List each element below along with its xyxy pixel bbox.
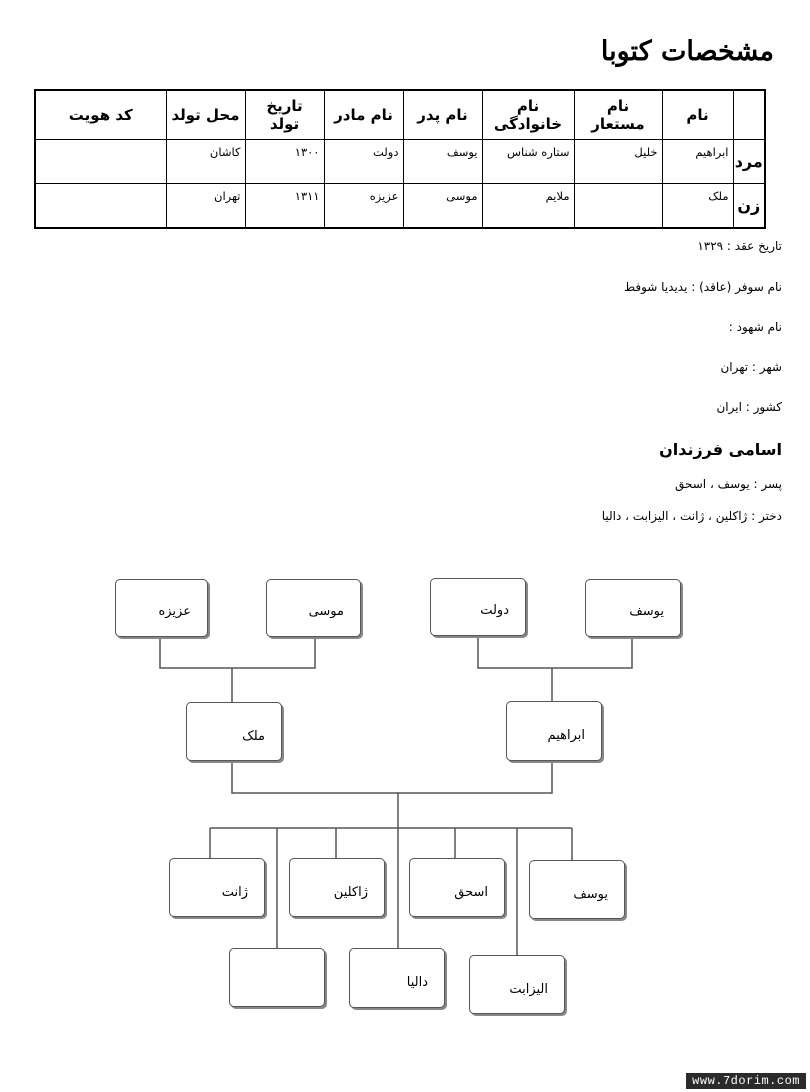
node-label: اسحق xyxy=(454,885,488,900)
table-cell: عزیزه xyxy=(324,184,403,229)
node-label: ژانت xyxy=(221,885,248,900)
city: شهر : تهران xyxy=(720,360,782,374)
tree-node-husband-father xyxy=(585,579,681,637)
table-header: نام خانوادگی xyxy=(482,90,574,140)
site-watermark: www.7dorim.com xyxy=(686,1073,806,1089)
node-label: ژاکلین xyxy=(333,885,368,900)
table-cell: کاشان xyxy=(166,140,245,184)
connector-line xyxy=(478,636,632,668)
tree-node-child-elizabeth xyxy=(469,955,565,1014)
tree-node-child-empty xyxy=(229,948,325,1007)
table-cell: ستاره شناس xyxy=(482,140,574,184)
node-label: یوسف xyxy=(573,887,608,902)
table-cell: دولت xyxy=(324,140,403,184)
table-header: محل تولد xyxy=(166,90,245,140)
table-cell: ملایم xyxy=(482,184,574,229)
node-label: موسی xyxy=(308,604,344,619)
node-label: یوسف xyxy=(629,604,664,619)
table-header: نام مستعار xyxy=(574,90,662,140)
tree-node-child-yosef xyxy=(529,860,625,919)
node-label: دولت xyxy=(480,603,509,618)
node-label: ابراهیم xyxy=(547,728,585,743)
connector-line xyxy=(160,637,315,668)
node-label: دالیا xyxy=(406,975,428,990)
tree-node-child-ishaq xyxy=(409,858,505,917)
tree-node-husband xyxy=(506,701,602,761)
tree-node-wife-mother xyxy=(115,579,208,637)
tree-node-child-dalia xyxy=(349,948,445,1008)
table-cell: ۱۳۰۰ xyxy=(245,140,324,184)
page-title: مشخصات کتوبا xyxy=(600,36,774,67)
table-cell: تهران xyxy=(166,184,245,229)
tree-node-wife-father xyxy=(266,579,361,637)
tree-node-husband-mother xyxy=(430,578,526,636)
table-cell: خلیل xyxy=(574,140,662,184)
children-heading: اسامی فرزندان xyxy=(659,440,782,459)
table-header: تاریخ تولد xyxy=(245,90,324,140)
officiant-name: نام سوفر (عاقد) : یدیدیا شوفط xyxy=(623,280,782,294)
node-label: ملک xyxy=(242,729,265,744)
table-header: نام پدر xyxy=(403,90,482,140)
country: کشور : ایران xyxy=(716,400,782,414)
table-header: نام مادر xyxy=(324,90,403,140)
tree-node-wife xyxy=(186,702,282,761)
node-label: عزیزه xyxy=(158,604,191,619)
table-cell: ابراهیم xyxy=(662,140,733,184)
daughters-list: دختر : ژاکلین ، ژانت ، الیزابت ، دالیا xyxy=(601,509,782,523)
sons-list: پسر : یوسف ، اسحق xyxy=(675,477,782,491)
tree-node-child-jacqueline xyxy=(289,858,385,917)
row-label: زن xyxy=(733,184,765,229)
connector-line xyxy=(232,761,552,793)
table-cell: موسی xyxy=(403,184,482,229)
marriage-date: تاریخ عقد : ۱۳۲۹ xyxy=(697,239,782,253)
table-cell: ملک xyxy=(662,184,733,229)
table-header: نام xyxy=(662,90,733,140)
tree-node-child-janet xyxy=(169,858,265,917)
table-cell: ۱۳۱۱ xyxy=(245,184,324,229)
table-cell: یوسف xyxy=(403,140,482,184)
row-label: مرد xyxy=(733,140,765,184)
node-label: الیزابت xyxy=(509,982,548,997)
table-header: کد هویت xyxy=(35,90,166,140)
witnesses-label: نام شهود : xyxy=(728,320,782,334)
